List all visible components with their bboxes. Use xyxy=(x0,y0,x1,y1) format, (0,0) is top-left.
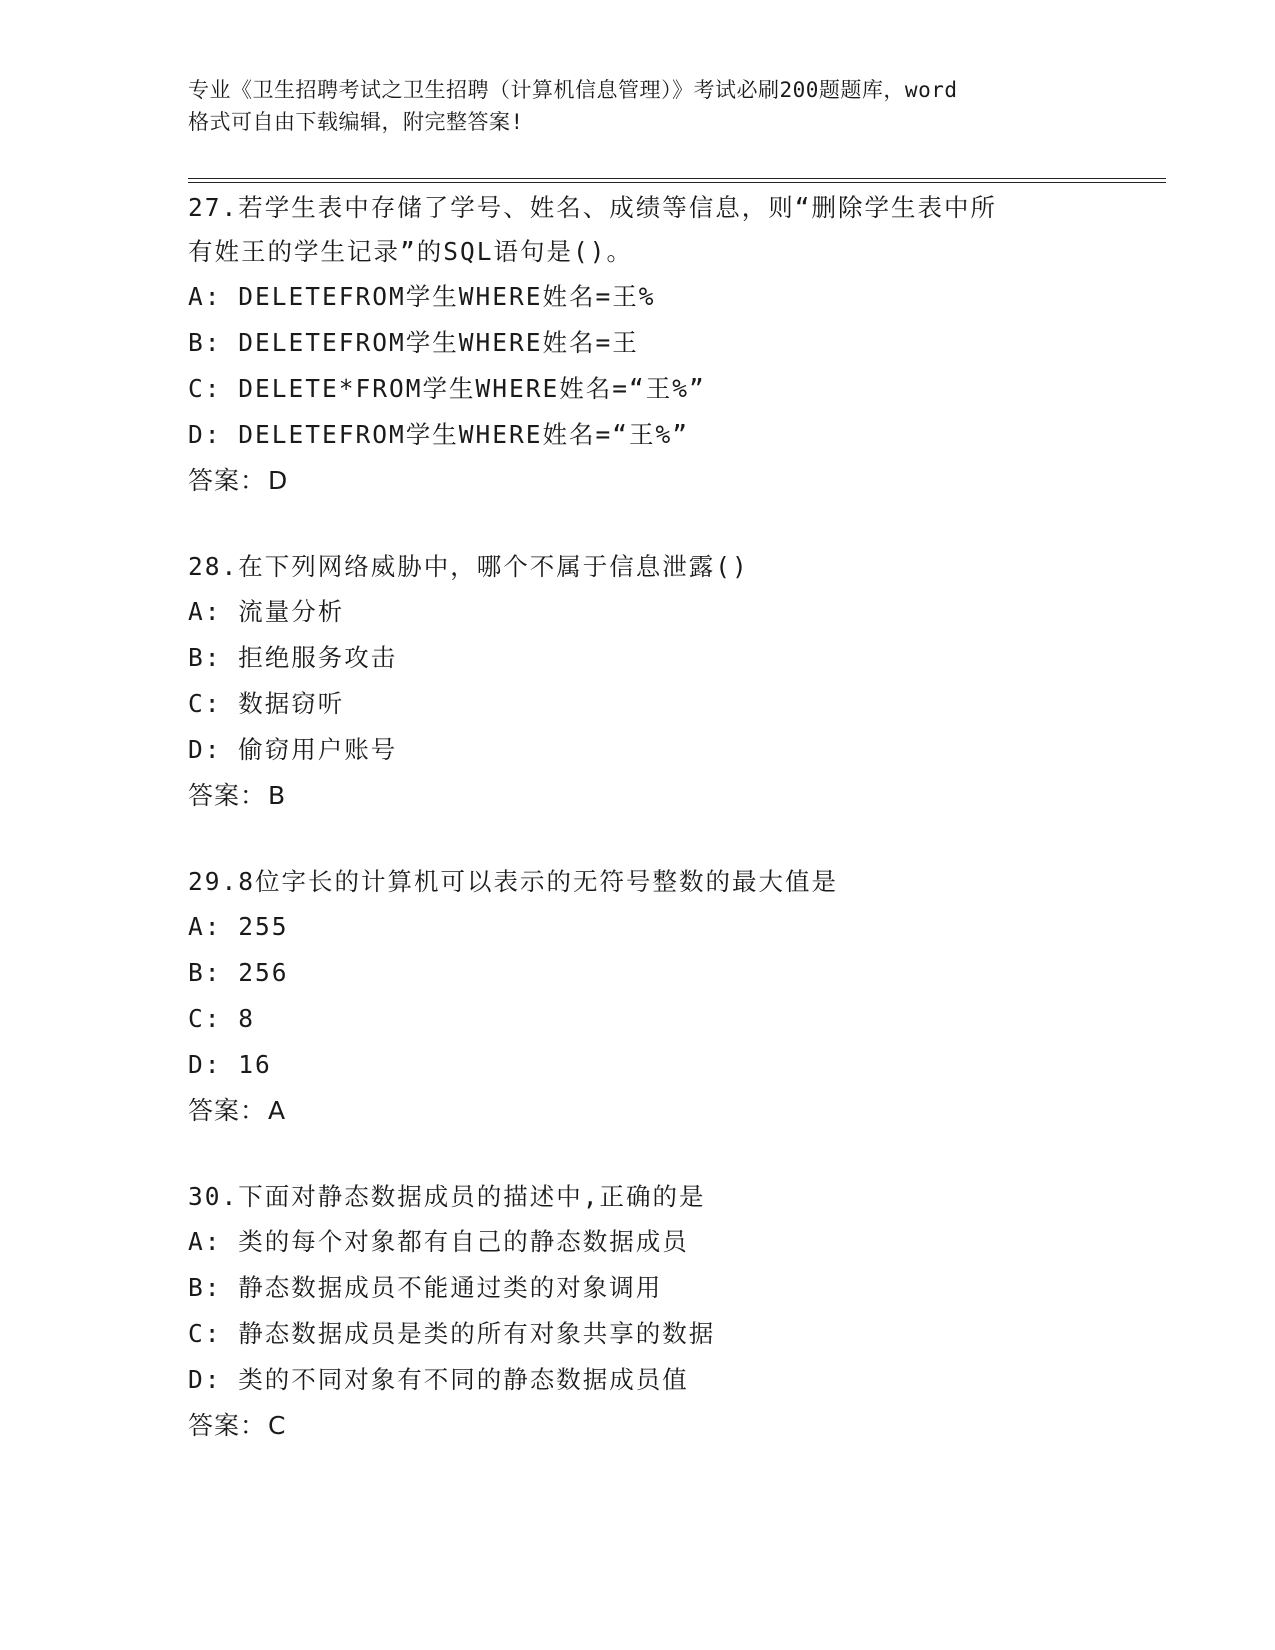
question-29 xyxy=(188,860,1088,1134)
option-c: C: 数据窃听 xyxy=(188,689,345,718)
answer-label: 答案： xyxy=(188,1411,267,1440)
option-c: C: DELETE*FROM学生WHERE姓名=“王%” xyxy=(188,374,706,403)
option-a: A: 类的每个对象都有自己的静态数据成员 xyxy=(188,1227,689,1256)
question-30 xyxy=(188,1175,1088,1449)
option-d: D: 类的不同对象有不同的静态数据成员值 xyxy=(188,1365,689,1394)
question-text-line-1: 27.若学生表中存储了学号、姓名、成绩等信息，则“删除学生表中所 xyxy=(188,193,997,222)
question-28 xyxy=(188,545,1088,819)
answer-line xyxy=(188,1403,1088,1449)
option-b: B: 拒绝服务攻击 xyxy=(188,643,398,672)
answer-value: C xyxy=(268,1411,287,1440)
option-b: B: 256 xyxy=(188,958,289,987)
answer-line xyxy=(188,458,1088,504)
option-c: C: 8 xyxy=(188,1004,256,1033)
header-line-2: 格式可自由下载编辑，附完整答案! xyxy=(188,110,524,134)
option-b: B: DELETEFROM学生WHERE姓名=王 xyxy=(188,328,639,357)
header-double-rule xyxy=(188,178,1166,183)
answer-line xyxy=(188,1088,1088,1134)
option-a: A: 流量分析 xyxy=(188,597,345,626)
option-c: C: 静态数据成员是类的所有对象共享的数据 xyxy=(188,1319,716,1348)
option-a: A: 255 xyxy=(188,912,289,941)
answer-value: A xyxy=(268,1096,287,1125)
answer-label: 答案： xyxy=(188,466,267,495)
question-text-line-1: 29.8位字长的计算机可以表示的无符号整数的最大值是 xyxy=(188,867,838,896)
question-text-line-2: 有姓王的学生记录”的SQL语句是()。 xyxy=(188,237,634,266)
option-d: D: DELETEFROM学生WHERE姓名=“王%” xyxy=(188,420,690,449)
page-header xyxy=(188,74,1088,138)
option-d: D: 16 xyxy=(188,1050,272,1079)
answer-label: 答案： xyxy=(188,1096,267,1125)
answer-line xyxy=(188,773,1088,819)
question-text-line-1: 30.下面对静态数据成员的描述中,正确的是 xyxy=(188,1182,706,1211)
header-line-1: 专业《卫生招聘考试之卫生招聘（计算机信息管理）》考试必刷200题题库，word xyxy=(188,78,958,102)
option-a: A: DELETEFROM学生WHERE姓名=王% xyxy=(188,282,656,311)
question-27 xyxy=(188,186,1088,504)
answer-value: B xyxy=(268,781,287,810)
option-b: B: 静态数据成员不能通过类的对象调用 xyxy=(188,1273,663,1302)
answer-label: 答案： xyxy=(188,781,267,810)
answer-value: D xyxy=(268,466,289,495)
question-text-line-1: 28.在下列网络威胁中，哪个不属于信息泄露() xyxy=(188,552,749,581)
option-d: D: 偷窃用户账号 xyxy=(188,735,398,764)
